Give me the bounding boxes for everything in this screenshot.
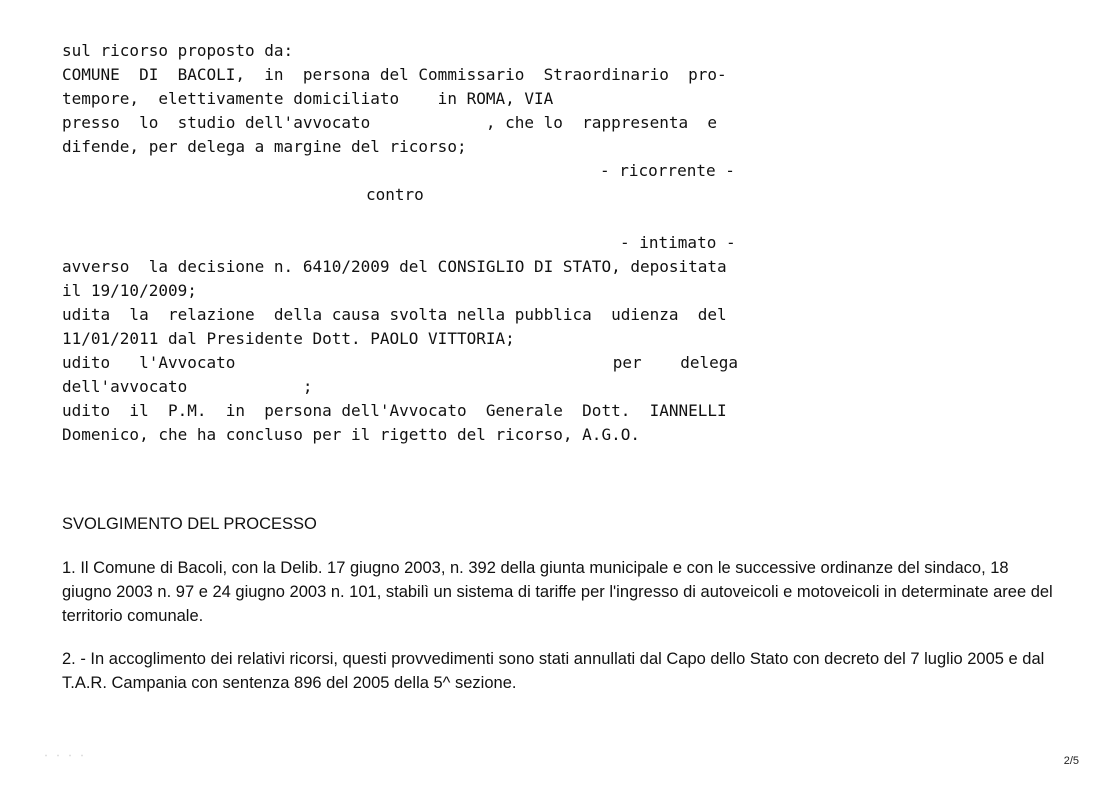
paragraph-2: 2. - In accoglimento dei relativi ricorsi, questi provvedimenti sono stati annullati dal Capo dello Stato con decreto del 7 luglio 2005 e dal T.A.R. Campania con sentenza 896 del 2005 della 5^ sezione. xyxy=(62,650,1045,692)
header-line: tempore, elettivamente domiciliato in ROMA, VIA xyxy=(62,89,554,108)
header-line: avverso la decisione n. 6410/2009 del CONSIGLIO DI STATO, depositata xyxy=(62,257,727,276)
page-number: 2/5 xyxy=(1063,755,1079,767)
header-line-justified xyxy=(62,351,738,375)
header-line: sul ricorso proposto da: xyxy=(62,41,294,60)
header-line: COMUNE DI BACOLI, in persona del Commissario Straordinario pro- xyxy=(62,65,727,84)
scan-artifact xyxy=(40,754,90,757)
header-line: il 19/10/2009; xyxy=(62,281,197,300)
header-line: presso lo studio dell'avvocato , che lo rappresenta e xyxy=(62,113,718,132)
contro-label: contro xyxy=(366,185,424,204)
case-header-block xyxy=(62,39,742,447)
header-line: difende, per delega a margine del ricorso; xyxy=(62,137,467,156)
header-line: udito il P.M. in persona dell'Avvocato Generale Dott. IANNELLI xyxy=(62,401,727,420)
header-line: 11/01/2011 dal Presidente Dott. PAOLO VITTORIA; xyxy=(62,329,515,348)
udito-avvocato-text: udito l'Avvocato xyxy=(62,353,236,372)
ricorrente-label: - ricorrente - xyxy=(600,161,735,180)
section-title: SVOLGIMENTO DEL PROCESSO xyxy=(62,515,317,533)
header-line: Domenico, che ha concluso per il rigetto del ricorso, A.G.O. xyxy=(62,425,640,444)
header-line: udita la relazione della causa svolta nella pubblica udienza del xyxy=(62,305,727,324)
paragraph-1: 1. Il Comune di Bacoli, con la Delib. 17 giugno 2003, n. 392 della giunta municipale e con le successive ordinanze del sindaco, 18 giugno 2003 n. 97 e 24 giugno 2003 n. 101, stabilì un sistema di tariffe per l'ingresso di autoveicoli e motoveicoli in determinate aree del territorio comunale. xyxy=(62,559,1053,625)
header-line: dell'avvocato ; xyxy=(62,377,313,396)
intimato-label: - intimato - xyxy=(620,233,736,252)
per-delega-text: per delega xyxy=(612,353,738,372)
